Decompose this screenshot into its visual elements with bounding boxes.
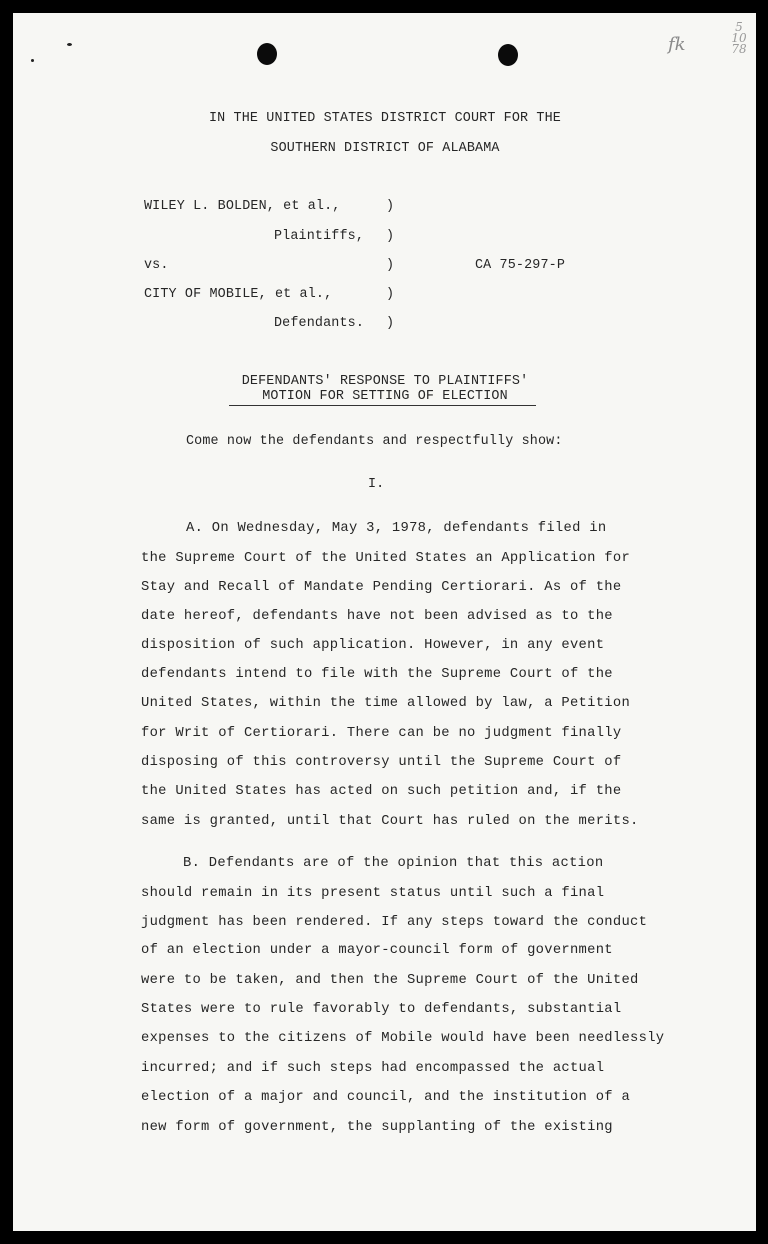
handwritten-initials: fk: [668, 34, 686, 55]
court-name-line2: SOUTHERN DISTRICT OF ALABAMA: [270, 141, 500, 156]
caption-paren: ): [386, 258, 395, 273]
caption-paren: ): [386, 199, 395, 214]
court-name-line1: IN THE UNITED STATES DISTRICT COURT FOR THE: [209, 111, 561, 126]
paragraph-line: were to be taken, and then the Supreme Court of the United: [141, 973, 639, 988]
intro-sentence: Come now the defendants and respectfully show:: [186, 434, 563, 449]
document-title-line2: MOTION FOR SETTING OF ELECTION: [262, 389, 508, 404]
plaintiff-role: Plaintiffs,: [274, 229, 365, 244]
defendant-name: CITY OF MOBILE, et al.,: [144, 287, 333, 302]
paragraph-line: the United States has acted on such petition and, if the: [141, 784, 622, 799]
plaintiff-name: WILEY L. BOLDEN, et al.,: [144, 199, 341, 214]
paragraph-line: United States, within the time allowed by law, a Petition: [141, 696, 631, 711]
paragraph-line: A. On Wednesday, May 3, 1978, defendants filed in: [186, 521, 607, 536]
date-day: 10: [731, 31, 747, 45]
paragraph-line: should remain in its present status until such a final: [141, 886, 605, 901]
scan-speck: [31, 59, 34, 62]
document-title-line1: DEFENDANTS' RESPONSE TO PLAINTIFFS': [241, 374, 529, 389]
case-number: CA 75-297-P: [475, 258, 566, 273]
defendant-role: Defendants.: [274, 316, 365, 331]
caption-paren: ): [386, 316, 395, 331]
paragraph-line: election of a major and council, and the institution of a: [141, 1090, 631, 1105]
caption-paren: ): [386, 287, 395, 302]
title-underline: [229, 405, 536, 406]
handwritten-date: [722, 22, 756, 55]
paragraph-line: States were to rule favorably to defendants, substantial: [141, 1002, 622, 1017]
paragraph-line: same is granted, until that Court has ruled on the merits.: [141, 814, 639, 829]
paragraph-line: for Writ of Certiorari. There can be no judgment finally: [141, 726, 622, 741]
section-heading: I.: [368, 477, 385, 492]
paragraph-line: the Supreme Court of the United States an Application for: [141, 551, 631, 566]
paragraph-line: Stay and Recall of Mandate Pending Certiorari. As of the: [141, 580, 622, 595]
paragraph-line: defendants intend to file with the Supreme Court of the: [141, 667, 613, 682]
scan-speck: [67, 43, 72, 46]
paragraph-line: incurred; and if such steps had encompassed the actual: [141, 1061, 605, 1076]
punch-hole-left: [257, 43, 277, 65]
paragraph-line: B. Defendants are of the opinion that this action: [183, 856, 604, 871]
date-year: 78: [731, 42, 747, 56]
caption-paren: ): [386, 229, 395, 244]
versus: vs.: [144, 258, 169, 273]
paragraph-line: disposing of this controversy until the Supreme Court of: [141, 755, 622, 770]
punch-hole-right: [498, 44, 518, 66]
paragraph-line: of an election under a mayor-council form of government: [141, 943, 613, 958]
paragraph-line: date hereof, defendants have not been advised as to the: [141, 609, 613, 624]
paragraph-line: judgment has been rendered. If any steps toward the conduct: [141, 915, 648, 930]
paragraph-line: disposition of such application. However, in any event: [141, 638, 605, 653]
paragraph-line: expenses to the citizens of Mobile would have been needlessly: [141, 1031, 665, 1046]
paragraph-line: new form of government, the supplanting of the existing: [141, 1120, 613, 1135]
date-month: 5: [735, 20, 743, 34]
